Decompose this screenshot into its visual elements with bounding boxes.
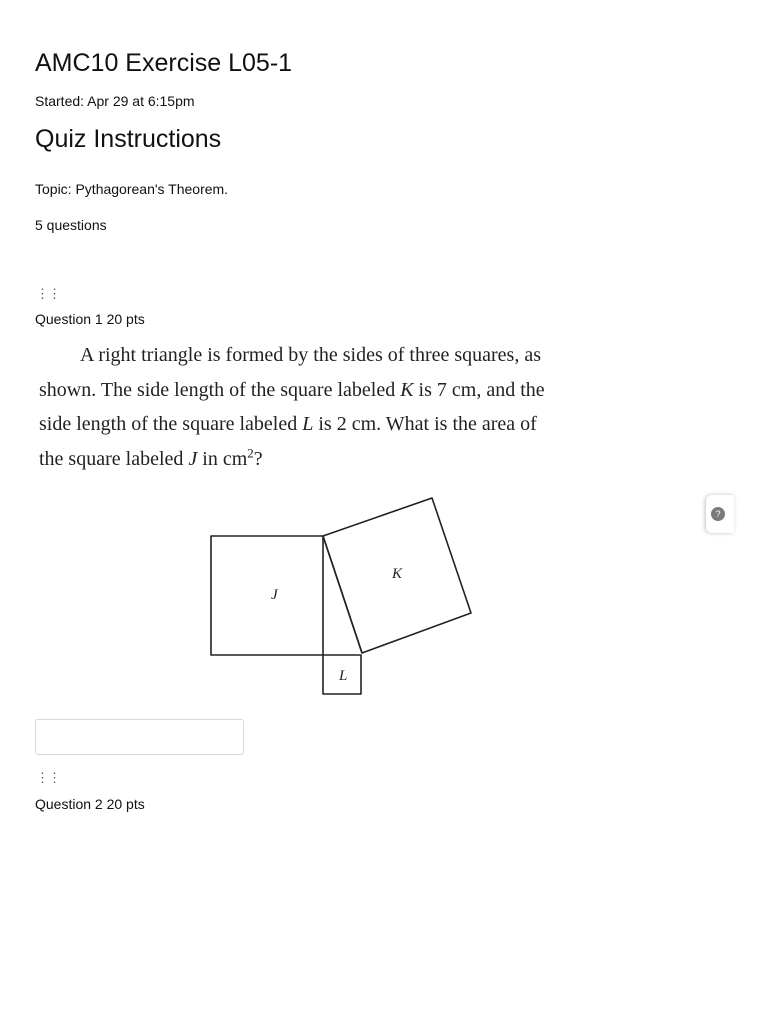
question-2-header: Question 2 20 pts <box>35 796 145 812</box>
question-text-line: A right triangle is formed by the sides of three squares, as <box>80 344 541 366</box>
help-icon: ? <box>711 507 725 521</box>
question-text-line: the square labeled J in $cm^2$? <box>39 444 263 470</box>
instructions-heading: Quiz Instructions <box>35 125 222 153</box>
label-j: J <box>271 587 278 603</box>
started-timestamp: Started: Apr 29 at 6:15pm <box>35 93 195 109</box>
label-k: K <box>392 566 403 582</box>
question-text-line: shown. The side length of the square labeled K is 7 cm, and the <box>39 378 545 401</box>
question-1-header: Question 1 20 pts <box>35 311 145 327</box>
squares-figure <box>200 490 480 700</box>
question-text-line: side length of the square labeled L is 2 cm. What is the area of <box>39 413 537 435</box>
quiz-title: AMC10 Exercise L05-1 <box>35 49 293 77</box>
label-l: L <box>339 668 348 684</box>
answer-input[interactable] <box>35 719 244 755</box>
topic-text: Topic: Pythagorean's Theorem. <box>35 181 229 197</box>
side-help-tab[interactable] <box>706 495 734 533</box>
question-1-text <box>39 338 651 476</box>
question-count: 5 questions <box>35 217 107 233</box>
hypotenuse-line <box>323 536 362 653</box>
square-j <box>211 536 323 655</box>
drag-handle-icon[interactable]: ⋮⋮ <box>36 286 60 301</box>
drag-handle-icon[interactable]: ⋮⋮ <box>36 770 60 785</box>
